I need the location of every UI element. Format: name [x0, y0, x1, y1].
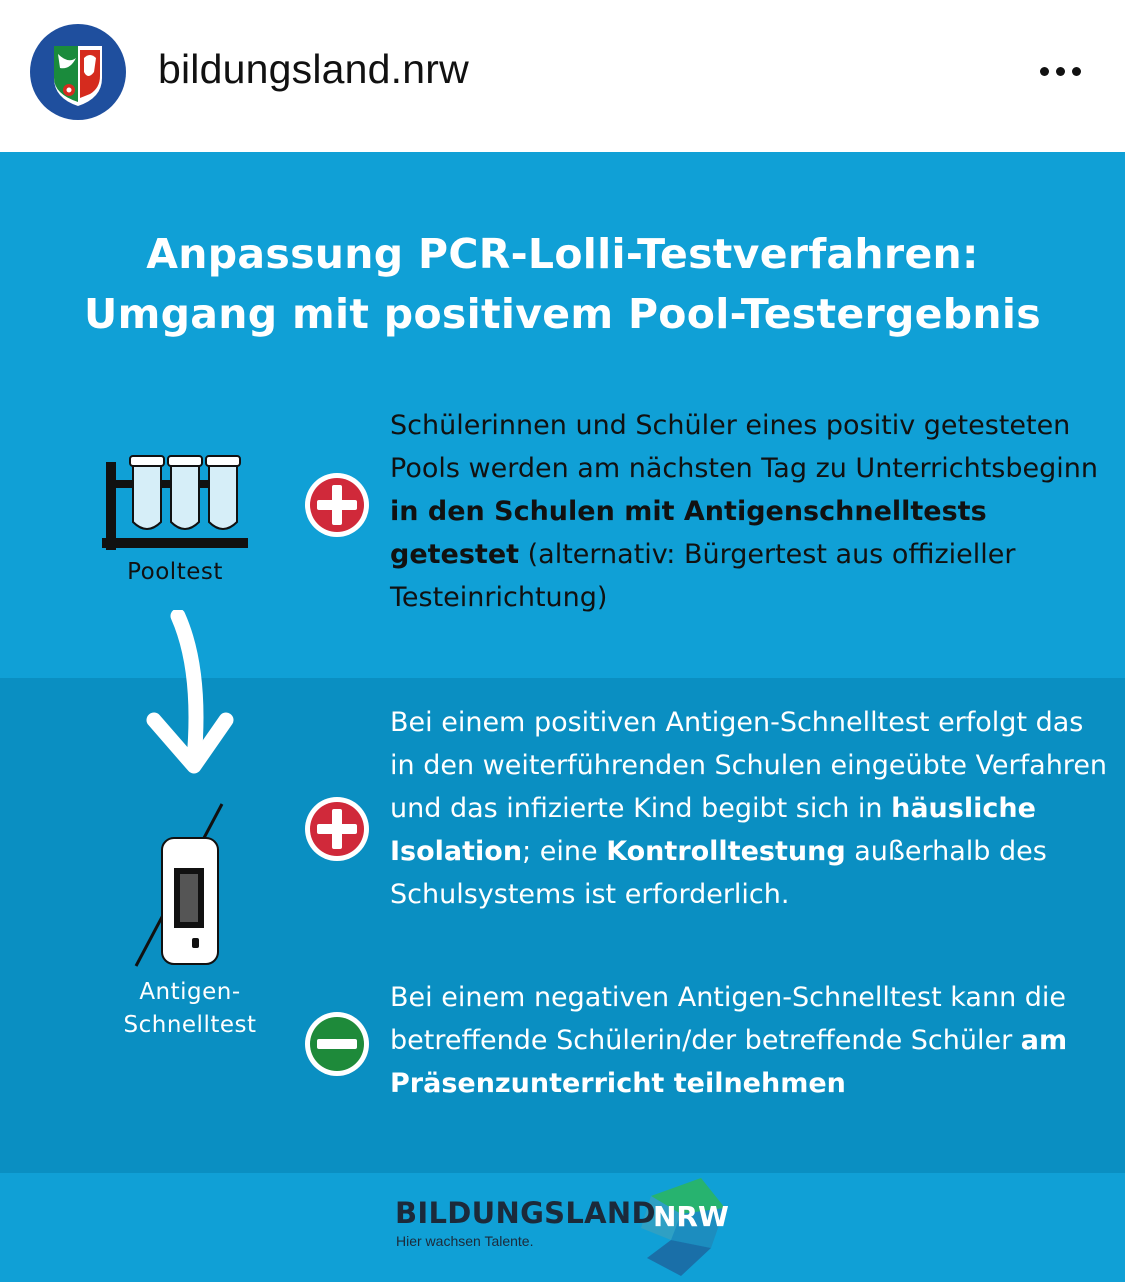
section-2-text-e: außerhalb des Schulsystems ist erforderlich.	[390, 836, 1047, 910]
avatar[interactable]	[30, 24, 126, 120]
more-options-dot	[1056, 67, 1065, 76]
section-2-text	[390, 701, 1110, 916]
plus-sign-icon	[303, 795, 371, 863]
arrow-down-icon	[140, 610, 240, 780]
title-line-1: Anpassung PCR-Lolli-Testverfahren:	[146, 230, 979, 278]
section-2-text-a: Bei einem positiven Antigen-Schnelltest erfolgt das in den weiterführenden Schulen eingeübte Verfahren und das infizierte Kind begibt sich in	[390, 707, 1108, 824]
post-image[interactable]	[0, 152, 1125, 1282]
logo-nrw-text: NRW	[653, 1200, 729, 1233]
section-1-text-c: (alternativ: Bürgertest aus offizieller Testeinrichtung)	[390, 539, 1016, 613]
pooltest-label: Pooltest	[127, 559, 223, 585]
section-1-text-bold: in den Schulen mit Antigenschnelltests getestet	[390, 496, 987, 570]
minus-sign-icon	[303, 1010, 371, 1078]
antigen-label-line-2: Schnelltest	[123, 1012, 257, 1038]
logo-tagline: Hier wachsen Talente.	[396, 1233, 534, 1249]
section-3-text-bold: am Präsenzunterricht teilnehmen	[390, 1025, 1068, 1099]
section-3-text-a: Bei einem negativen Antigen-Schnelltest kann die betreffende Schülerin/der betreffende Schüler	[390, 982, 1067, 1056]
section-2-text-c: ; eine	[522, 836, 607, 867]
antigen-label-line-1: Antigen-	[139, 979, 241, 1005]
post-header	[0, 0, 1125, 152]
post-title	[0, 224, 1125, 344]
antigen-test-cassette-icon	[130, 802, 230, 972]
section-2-text-bold-2: Kontrolltestung	[606, 836, 846, 867]
more-options-button[interactable]	[1030, 58, 1090, 84]
more-options-dot	[1072, 67, 1081, 76]
logo-main-text: BILDUNGSLAND	[395, 1196, 656, 1230]
section-2-text-bold-1: häusliche Isolation	[390, 793, 1036, 867]
antigen-label	[100, 976, 280, 1042]
plus-sign-icon	[303, 471, 371, 539]
nrw-coat-of-arms-icon	[30, 24, 126, 120]
account-username[interactable]: bildungsland.nrw	[158, 46, 469, 92]
test-tubes-rack-icon	[100, 452, 250, 552]
bildungsland-logo	[395, 1178, 735, 1282]
section-1-text	[390, 404, 1110, 619]
section-1-text-a: Schülerinnen und Schüler eines positiv getesteten Pools werden am nächsten Tag zu Unterrichtsbeginn	[390, 410, 1098, 484]
more-options-icon	[1040, 67, 1049, 76]
title-line-2: Umgang mit positivem Pool-Testergebnis	[84, 290, 1041, 338]
section-3-text	[390, 976, 1110, 1105]
